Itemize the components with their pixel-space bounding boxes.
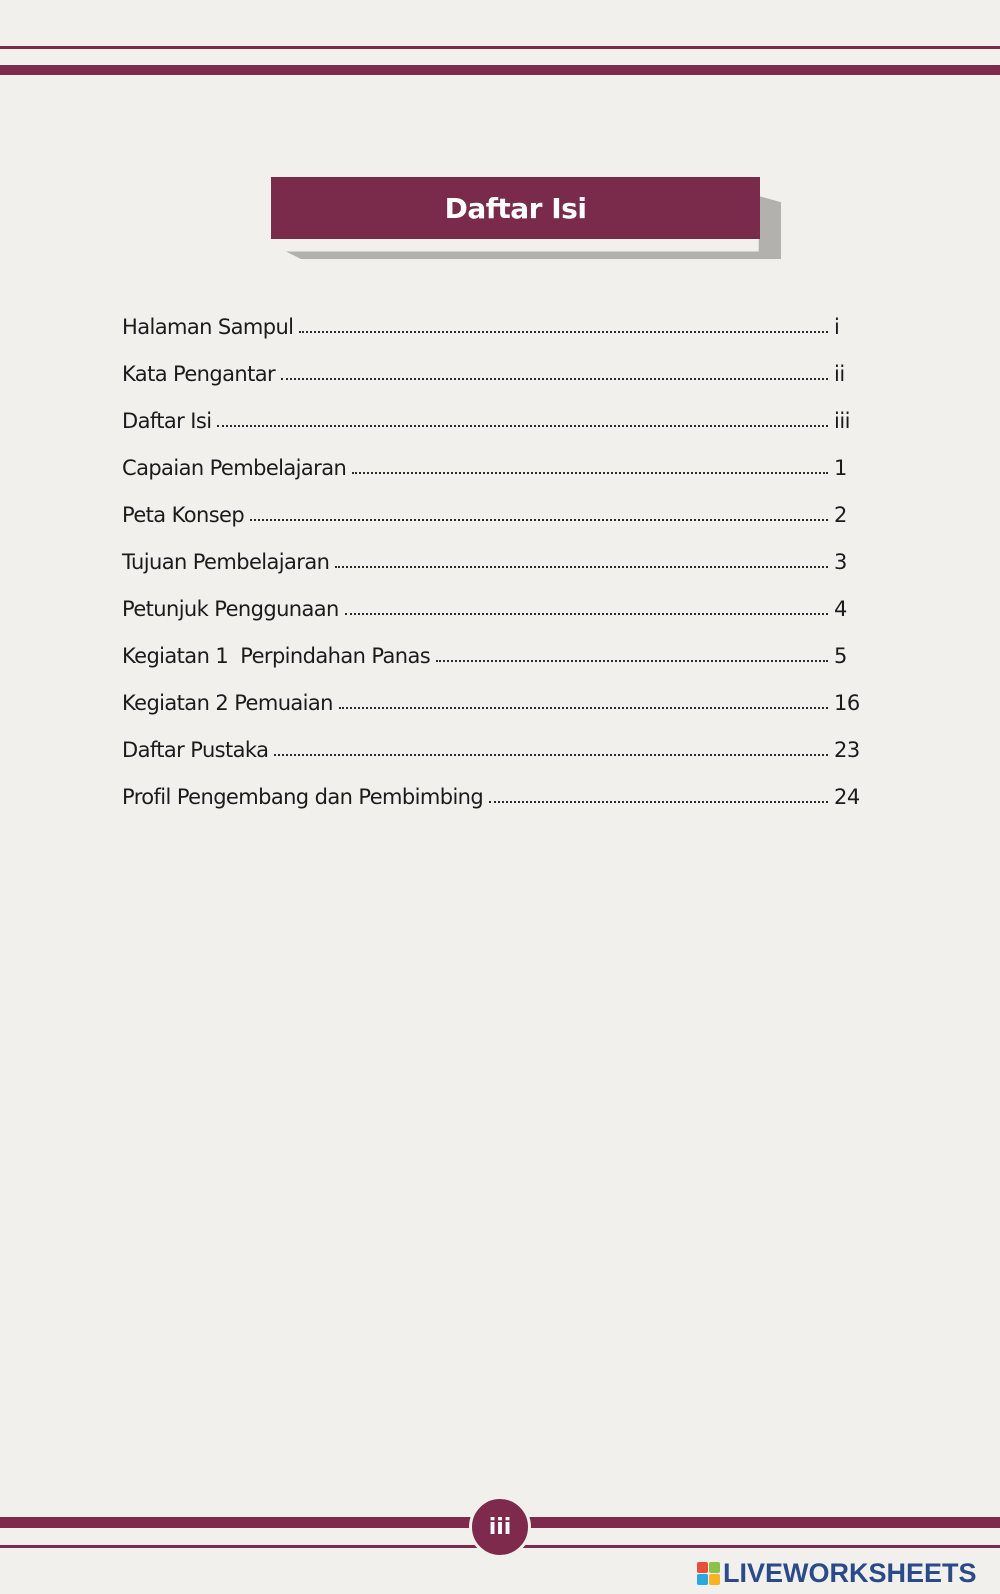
table-of-contents (122, 303, 864, 820)
toc-leader-dots (489, 801, 828, 803)
toc-entry-label: Kegiatan 2 Pemuaian (122, 690, 333, 715)
toc-entry-tujuan-pembelajaran[interactable] (122, 538, 864, 585)
toc-entry-page: 5 (834, 643, 847, 668)
toc-entry-daftar-isi[interactable] (122, 397, 864, 444)
toc-leader-dots (299, 331, 828, 333)
toc-entry-page: 4 (834, 596, 847, 621)
toc-leader-dots (345, 613, 828, 615)
toc-entry-page: 2 (834, 502, 847, 527)
toc-entry-page: iii (834, 408, 851, 433)
page-number: iii (488, 1514, 512, 1540)
toc-leader-dots (436, 660, 828, 662)
toc-leader-dots (335, 566, 828, 568)
toc-entry-peta-konsep[interactable] (122, 491, 864, 538)
page-number-badge (469, 1496, 531, 1558)
toc-entry-page: 3 (834, 549, 847, 574)
toc-entry-page: 16 (834, 690, 860, 715)
toc-entry-page: i (834, 314, 840, 339)
toc-entry-label: Daftar Isi (122, 408, 212, 433)
toc-entry-kegiatan-2[interactable] (122, 679, 864, 726)
toc-entry-kata-pengantar[interactable] (122, 350, 864, 397)
toc-entry-label: Peta Konsep (122, 502, 245, 527)
toc-leader-dots (339, 707, 828, 709)
toc-entry-label: Capaian Pembelajaran (122, 455, 347, 480)
toc-leader-dots (352, 472, 828, 474)
toc-entry-page: ii (834, 361, 845, 386)
toc-entry-profil-pengembang[interactable] (122, 773, 864, 820)
toc-entry-label: Daftar Pustaka (122, 737, 269, 762)
toc-entry-label: Halaman Sampul (122, 314, 294, 339)
toc-leader-dots (274, 754, 828, 756)
toc-entry-label: Petunjuk Penggunaan (122, 596, 339, 621)
watermark[interactable] (697, 1558, 977, 1588)
toc-leader-dots (217, 425, 828, 427)
toc-entry-petunjuk-penggunaan[interactable] (122, 585, 864, 632)
toc-entry-label: Profil Pengembang dan Pembimbing (122, 784, 484, 809)
toc-leader-dots (281, 378, 828, 380)
toc-entry-capaian-pembelajaran[interactable] (122, 444, 864, 491)
watermark-text: LIVEWORKSHEETS (723, 1557, 977, 1588)
toc-entry-page: 1 (834, 455, 847, 480)
toc-entry-page: 24 (834, 784, 860, 809)
toc-entry-halaman-sampul[interactable] (122, 303, 864, 350)
toc-entry-page: 23 (834, 737, 860, 762)
toc-entry-label: Tujuan Pembelajaran (122, 549, 330, 574)
top-rule-thin (0, 46, 1000, 49)
liveworksheets-logo-icon (697, 1562, 720, 1585)
toc-entry-label: Kata Pengantar (122, 361, 276, 386)
toc-entry-daftar-pustaka[interactable] (122, 726, 864, 773)
toc-entry-label: Kegiatan 1 Perpindahan Panas (122, 643, 431, 668)
top-rule-thick (0, 65, 1000, 75)
toc-entry-kegiatan-1[interactable] (122, 632, 864, 679)
title-banner (271, 177, 760, 239)
toc-leader-dots (250, 519, 828, 521)
page-title: Daftar Isi (444, 191, 587, 225)
